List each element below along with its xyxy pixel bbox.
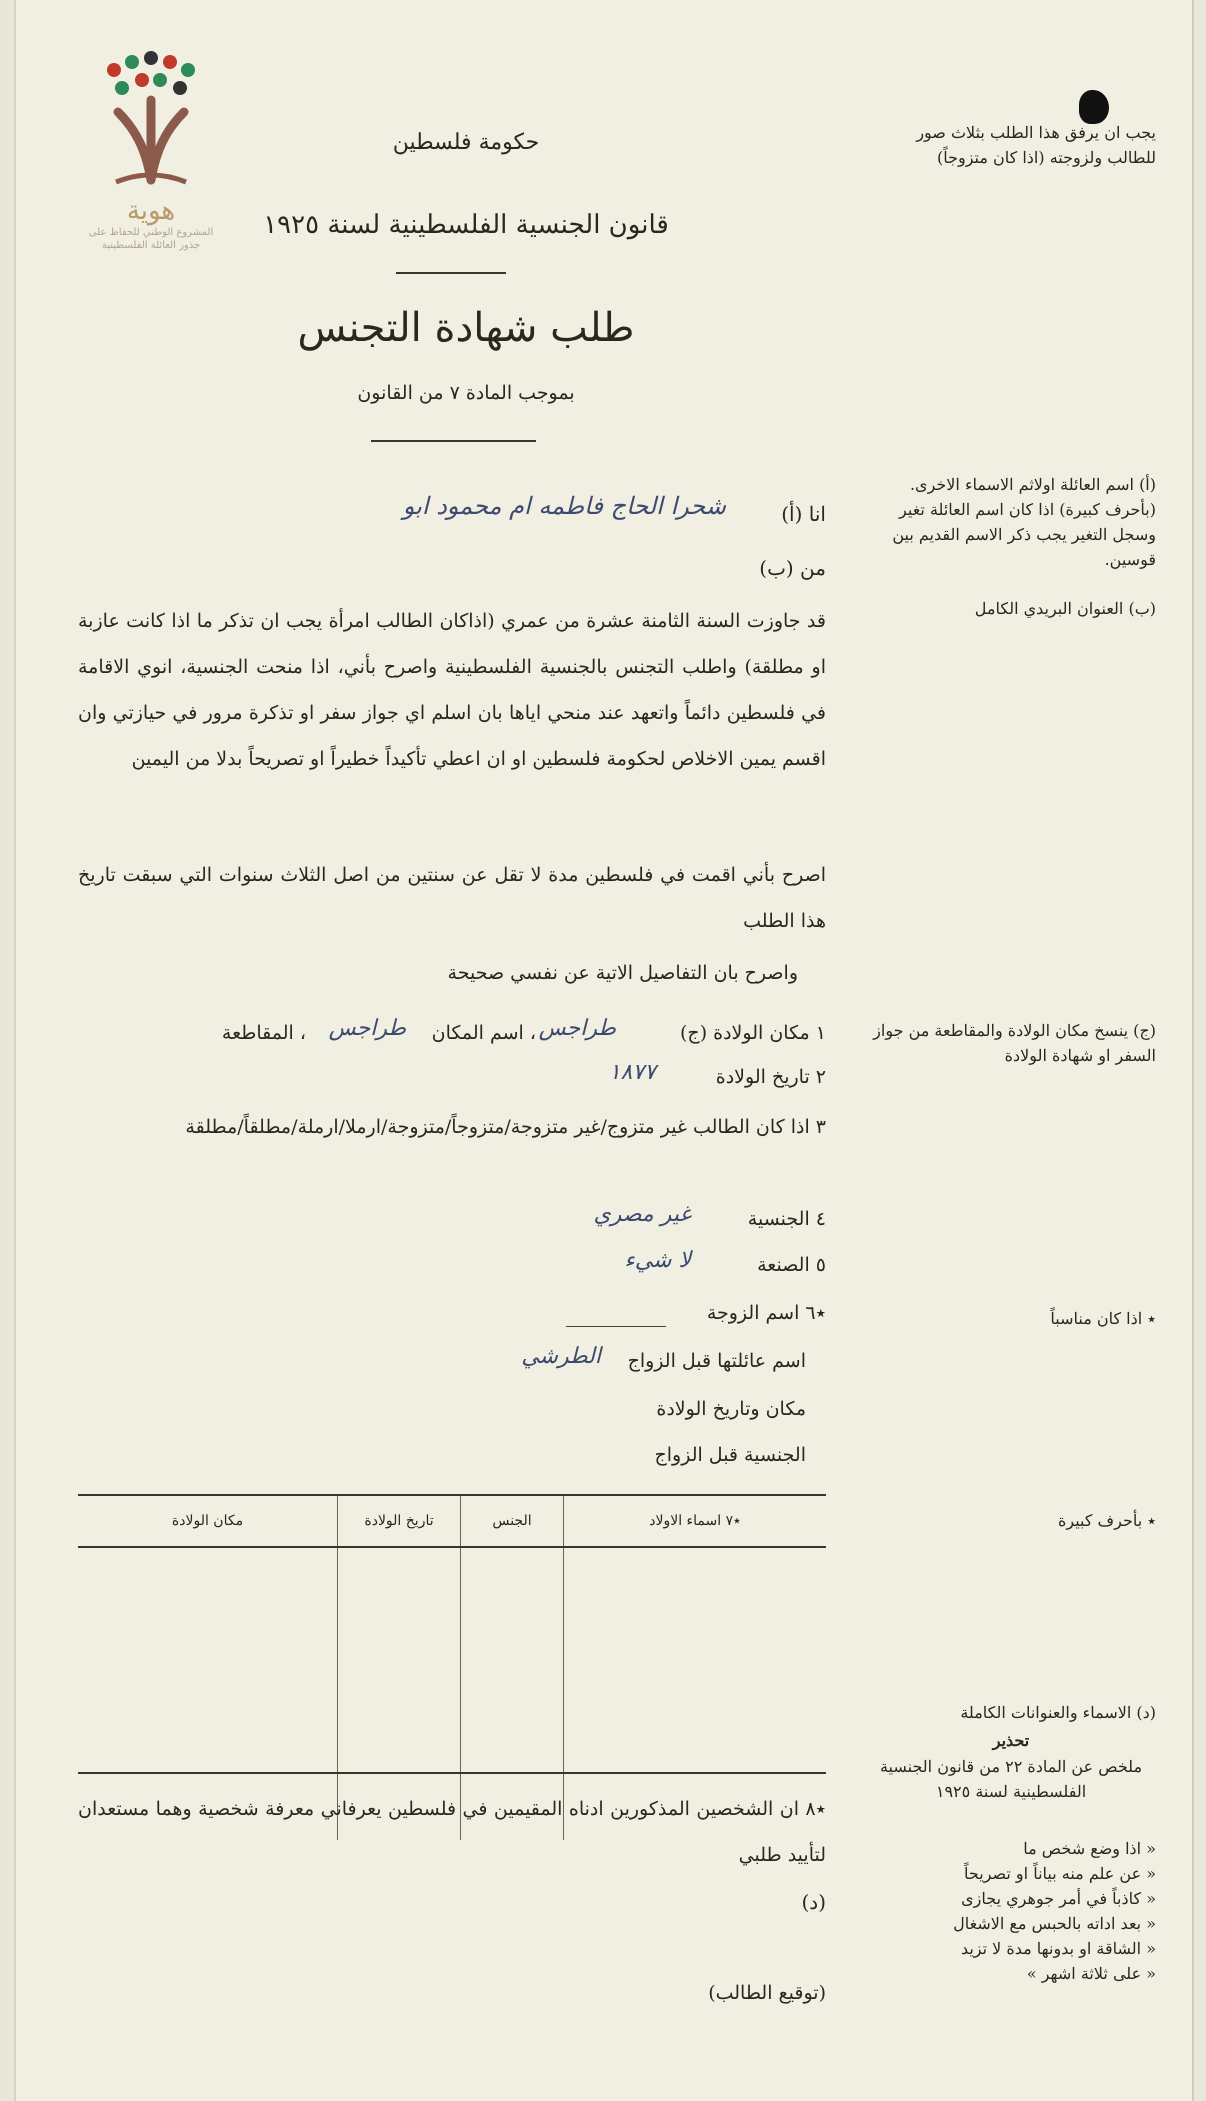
residence-place-label: ، اسم المكان <box>431 1022 536 1044</box>
children-table-header <box>78 1495 826 1547</box>
spouse-nationality-label: الجنسية قبل الزواج <box>654 1444 806 1466</box>
from-label: من (ب) <box>759 556 826 580</box>
birthplace-value[interactable]: طراجس <box>538 1016 616 1041</box>
note-d: (د) الاسماء والعنوانات الكاملة <box>960 1703 1156 1722</box>
photos-note: يجب ان يرفق هذا الطلب بثلاث صور للطالب ولزوجته (اذا كان متزوجاً) <box>916 123 1156 167</box>
note-c: (ج) ينسخ مكان الولادة والمقاطعة من جواز السفر او شهادة الولادة <box>873 1021 1156 1065</box>
note-b: (ب) العنوان البريدي الكامل <box>974 599 1156 618</box>
warning-line: « بعد اداته بالحبس مع الاشغال <box>953 1914 1156 1933</box>
nationality-value[interactable]: غير مصري <box>593 1202 691 1227</box>
logo <box>76 50 226 252</box>
warning-intro: ملخص عن المادة ٢٢ من قانون الجنسية الفلسطينية لسنة ١٩٢٥ <box>879 1757 1143 1801</box>
warning-lines <box>866 1836 1156 1986</box>
logo-subtitle: المشروع الوطني للحفاظ على <box>88 227 214 238</box>
subtitle-divider <box>371 440 536 442</box>
nationality-label: ٤ الجنسية <box>747 1208 826 1230</box>
signature-label: (توقيع الطالب) <box>708 1982 826 2004</box>
maiden-name-value[interactable]: الطرشي <box>521 1344 601 1369</box>
district-label: ، المقاطعة <box>221 1022 306 1044</box>
logo-title: هوية <box>126 196 176 226</box>
warning-line: « على ثلاثة اشهر » <box>1026 1964 1156 1983</box>
government-heading: حكومة فلسطين <box>392 130 540 155</box>
referees-text: ٭٨ ان الشخصين المذكورين ادناه المقيمين في فلسطين يعرفاني معرفة شخصية وهما مستعدان لتأييد طلبي <box>78 1798 826 1866</box>
if-applicable-note: ٭ اذا كان مناسباً <box>1050 1309 1156 1328</box>
spouse-underline <box>566 1326 666 1327</box>
form-subtitle: بموجب المادة ٧ من القانون <box>357 382 575 404</box>
logo-subtitle-2: جذور العائلة الفلسطينية <box>101 240 201 251</box>
occupation-value[interactable]: لا شيء <box>624 1248 691 1273</box>
warning-line: « عن علم منه بياناً او تصريحاً <box>964 1864 1156 1883</box>
referees-d-label: (د) <box>801 1890 826 1914</box>
header-divider <box>396 272 506 274</box>
birthdate-label: ٢ تاريخ الولادة <box>715 1066 826 1088</box>
birthplace-label: ١ مكان الولادة (ج) <box>680 1022 826 1044</box>
residence-text: اصرح بأني اقمت في فلسطين مدة لا تقل عن سنتين من اصل الثلاث سنوات التي سبقت تاريخ هذا الطلب <box>78 864 826 932</box>
table-bottom-rule <box>78 1772 826 1774</box>
capitals-note: ٭ بأحرف كبيرة <box>1057 1511 1156 1530</box>
col-birth-date: تاريخ الولادة <box>338 1495 461 1547</box>
warning-title: تحذير <box>992 1731 1030 1750</box>
warning-line: « اذا وضع شخص ما <box>1023 1839 1156 1858</box>
declaration-text: قد جاوزت السنة الثامنة عشرة من عمري (اذاكان الطالب امرأة يجب ان تذكر ما اذا كانت عازبة او مطلقة) واطلب التجنس بالجنسية الفلسطينية واصرح بأني، اذا منحت الجنسية، انوي الاقامة في فلسطين دائماً واتعهد عند منحي اياها بان اسلم اي جواز سفر او تذكرة مرور في حيازتي وان اقسم يمين الاخلاص لحكومة فلسطين او ان اعطي تأكيداً خطيراً او تصريحاً بدلا من اليمين <box>78 610 826 770</box>
residence-place-value[interactable]: طراجس <box>328 1016 406 1041</box>
applicant-name[interactable]: شحرا الحاج فاطمه ام محمود ابو <box>402 492 726 520</box>
warning-line: « كاذباً في أمر جوهري يجازى <box>961 1889 1156 1908</box>
form-title: طلب شهادة التجنس <box>297 305 635 351</box>
marital-status-label: ٣ اذا كان الطالب غير متزوج/غير متزوجة/متزوجاً/متزوجة/ارملا/ارملة/مطلقاً/مطلقة <box>185 1116 826 1138</box>
warning-line: « الشاقة او بدونها مدة لا تزيد <box>960 1939 1156 1958</box>
details-intro: واصرح بان التفاصيل الاتية عن نفسي صحيحة <box>447 962 798 984</box>
law-heading: قانون الجنسية الفلسطينية لسنة ١٩٢٥ <box>263 210 669 240</box>
maiden-name-label: اسم عائلتها قبل الزواج <box>627 1350 806 1372</box>
tree-logo-icon <box>96 50 206 190</box>
occupation-label: ٥ الصنعة <box>757 1254 826 1276</box>
spouse-birth-label: مكان وتاريخ الولادة <box>656 1398 806 1420</box>
ink-stamp <box>1079 90 1109 124</box>
col-child-names: ٭٧ اسماء الاولاد <box>564 1495 827 1547</box>
note-a: (أ) اسم العائلة اولاثم الاسماء الاخرى. (بأحرف كبيرة) اذا كان اسم العائلة تغير وسجل التغير يجب ذكر الاسم القديم بين قوسين. <box>892 475 1156 569</box>
col-gender: الجنس <box>461 1495 564 1547</box>
form-sheet <box>14 0 1194 2101</box>
col-birth-place: مكان الولادة <box>78 1495 338 1547</box>
birthdate-value[interactable]: ١٨٧٧ <box>608 1060 656 1085</box>
spouse-label: ٭٦ اسم الزوجة <box>706 1302 826 1324</box>
i-am-label: انا (أ) <box>781 502 826 526</box>
